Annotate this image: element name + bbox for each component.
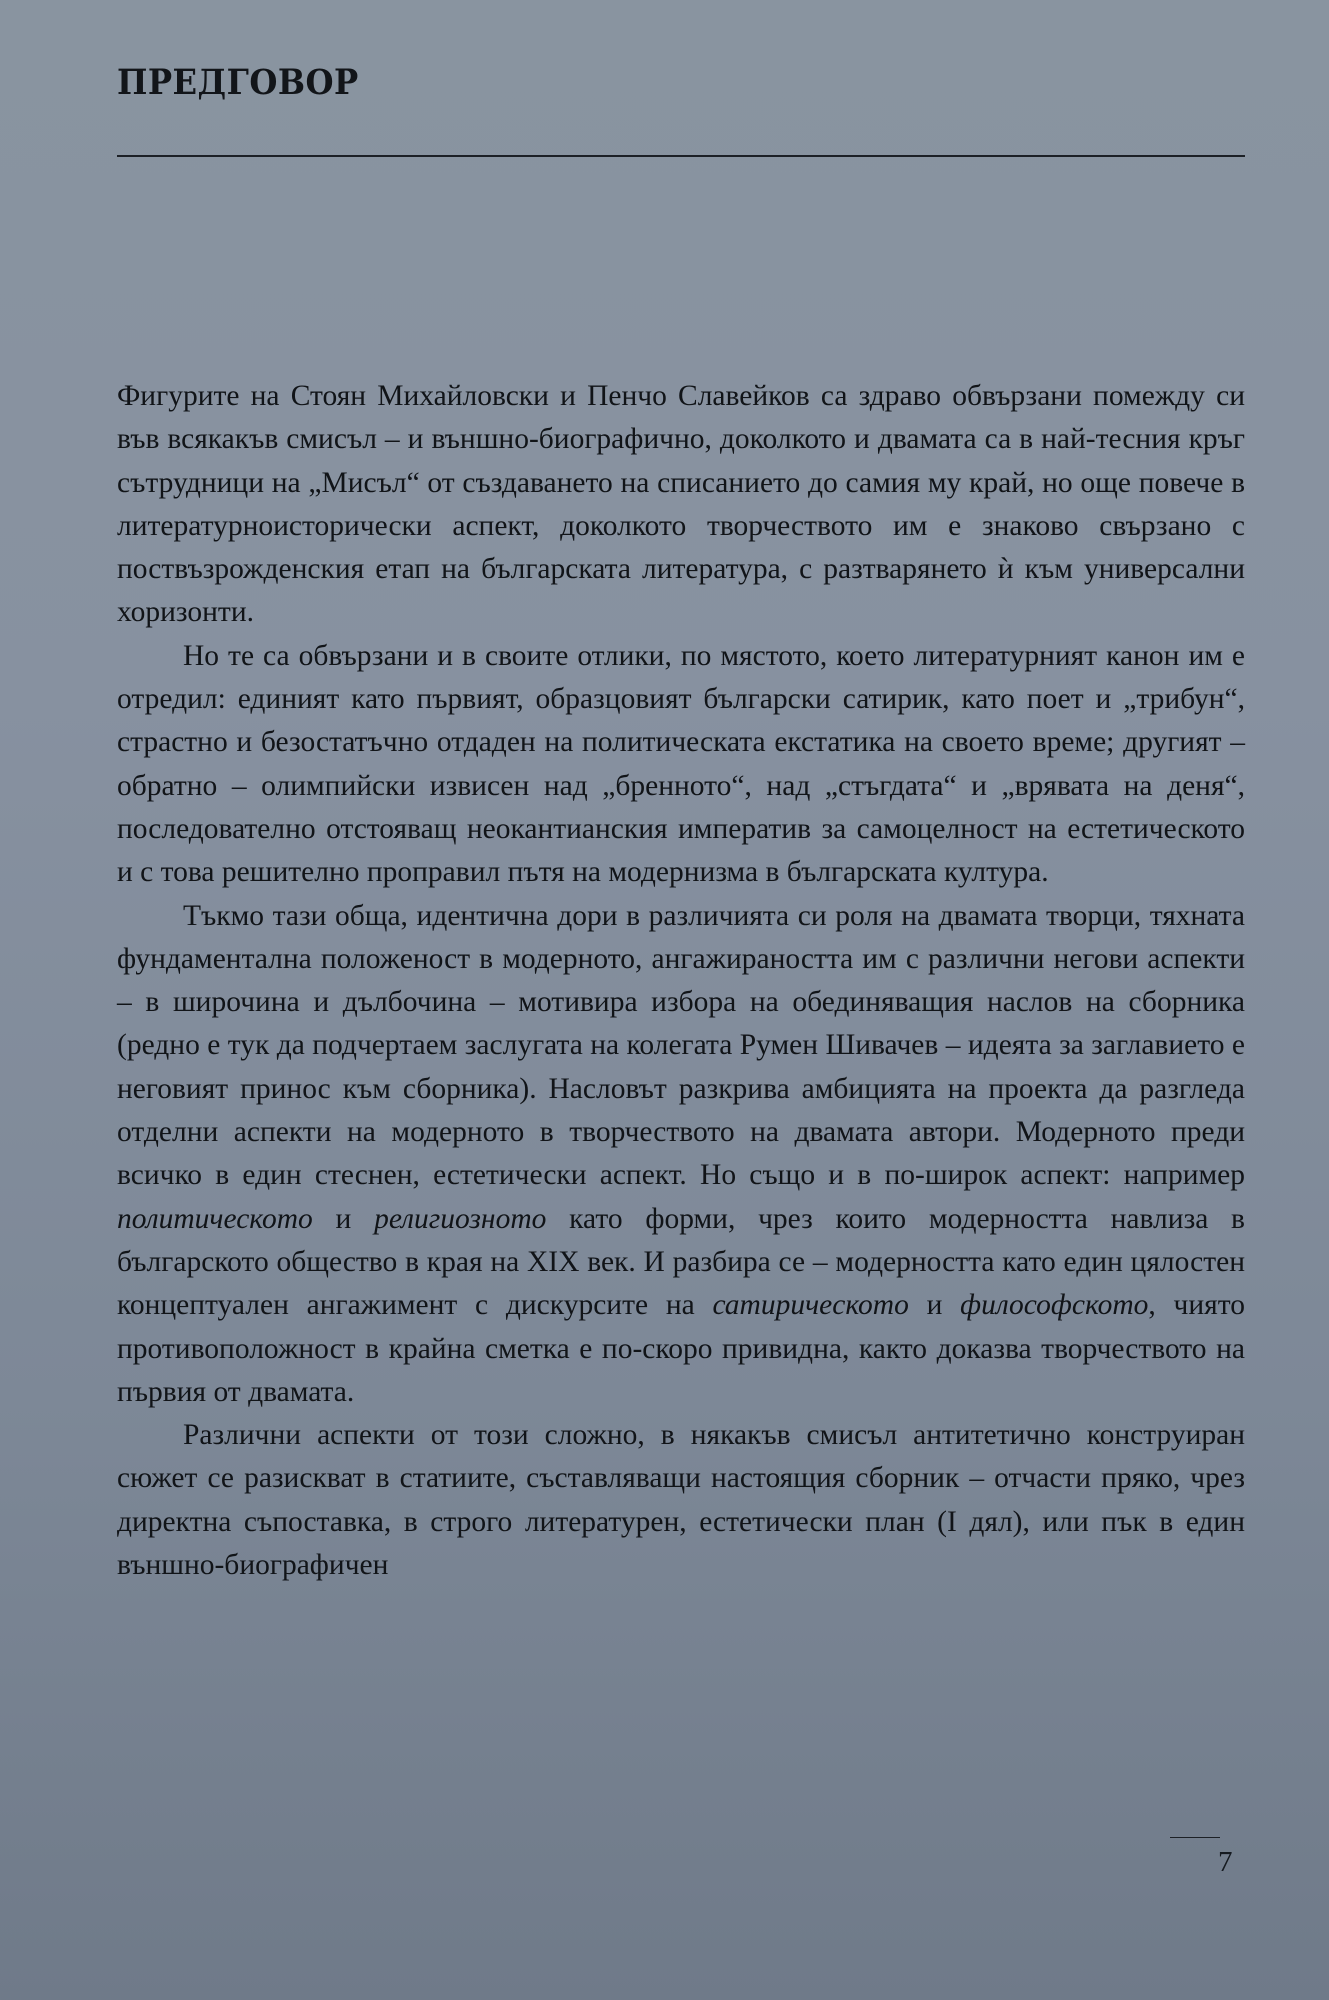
paragraph	[117, 1414, 1245, 1587]
italic-term: религиозното	[374, 1202, 547, 1235]
text-segment: и	[908, 1289, 961, 1322]
italic-term: политическото	[117, 1202, 313, 1235]
italic-term: философското	[960, 1289, 1149, 1322]
page-number: 7	[1218, 1846, 1233, 1878]
text-segment: Фигурите на Стоян Михайловски и Пенчо Славейков са здраво обвързани помежду си във всякакъв смисъл – и външно-биографично, доколкото и двамата са в най-тесния кръг сътрудници на „Мисъл“ от създаването на списанието до самия му край, но още повече в литературноисторически аспект, доколкото творчеството им е знаково свързано с поствъзрожденския етап на българската литература, с разтварянето ѝ към универсални хоризонти.	[117, 380, 1245, 629]
paragraph	[117, 635, 1245, 895]
section-heading: ПРЕДГОВОР	[117, 62, 359, 103]
text-segment: Тъкмо тази обща, идентична дори в различията си роля на двамата творци, тяхната фундаментална положеност в модерното, ангажираността им с различни негови аспекти – в широчина и дълбочина – мотивира избора на обединяващия наслов на сборника (редно е тук да подчертаем заслугата на колегата Румен Шивачев – идеята за заглавието е неговият принос към сборника). Насловът разкрива амбицията на проекта да разгледа отделни аспекти на модерното в творчеството на двамата автори. Модерното преди всичко в един стеснен, естетически аспект. Но също и в по-широк аспект: например	[117, 899, 1245, 1192]
text-segment: , чиято противоположност в крайна сметка е по-скоро привидна, както доказва творчеството на първия от двамата.	[117, 1289, 1245, 1408]
text-segment: и	[312, 1202, 375, 1235]
text-segment: Различни аспекти от този сложно, в някакъв смисъл антитетично конструиран сюжет се разискват в статиите, съставляващи настоящия сборник – отчасти пряко, чрез директна съпоставка, в строго литературен, естетически план (I дял), или пък в един външно-биографичен	[117, 1419, 1245, 1582]
text-segment: като форми, чрез които модерността навлиза в българското общество в края на XIX век. И разбира се – модерността като един цялостен концептуален ангажимент с дискурсите на	[117, 1202, 1245, 1322]
heading-divider	[117, 155, 1245, 157]
italic-term: сатиричеcкото	[712, 1289, 909, 1322]
paragraph	[117, 375, 1245, 635]
body-text	[117, 375, 1245, 1587]
text-segment: Но те са обвързани и в своите отлики, по мястото, което литературният канон им е отредил: единият като първият, образцовият български сатирик, като поет и „трибун“, страстно и безостатъчно отдаден на политическата екстатика на своето време; другият – обратно – олимпийски извисен над „бренното“, над „стъгдата“ и „врявата на деня“, последователно отстояващ неокантианския императив за самоцелност на естетическото и с това решително проправил пътя на модернизма в българската култура.	[117, 639, 1245, 889]
paragraph	[117, 895, 1245, 1415]
footer-divider	[1170, 1837, 1220, 1838]
